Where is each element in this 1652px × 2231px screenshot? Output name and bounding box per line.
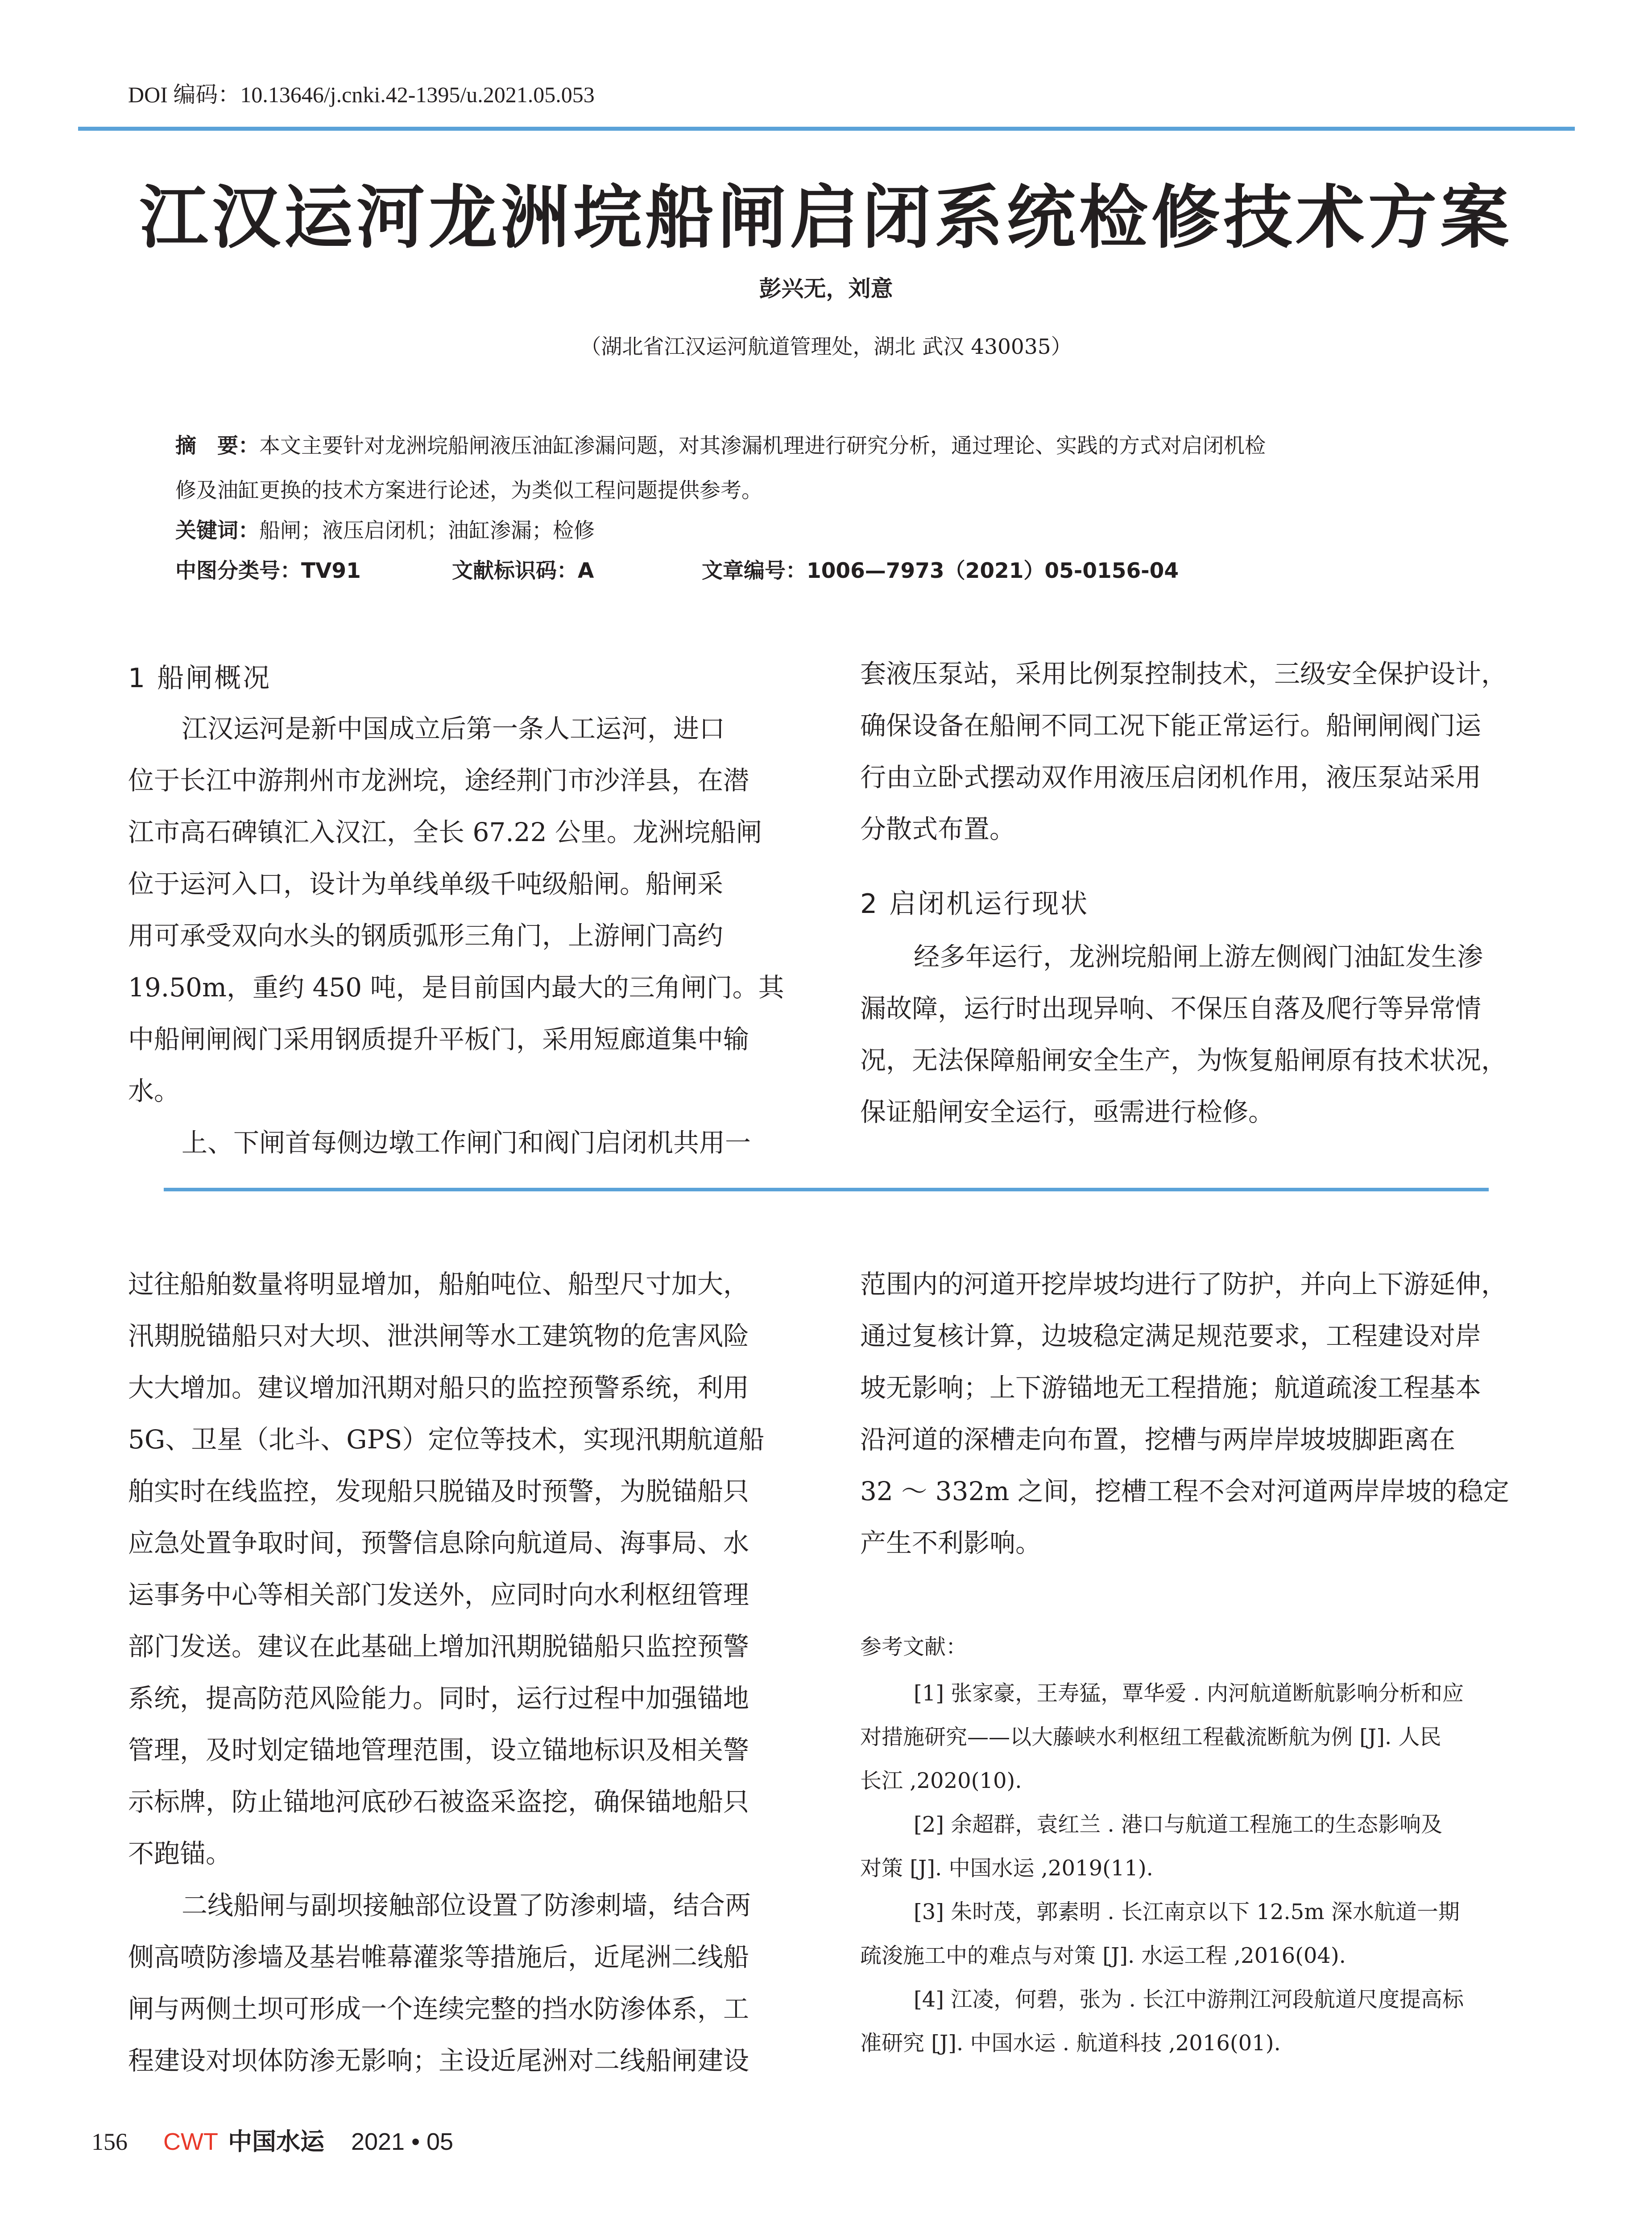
paragraph-line: 大大增加。建议增加汛期对船只的监控预警系统，利用 <box>128 1373 749 1403</box>
lower-right-column <box>860 1258 1529 2065</box>
paragraph-line: 行由立卧式摆动双作用液压启闭机作用，液压泵站采用 <box>860 762 1482 792</box>
paragraph-line: 漏故障，运行时出现异响、不保压自落及爬行等异常情 <box>860 993 1482 1024</box>
keywords <box>175 509 595 553</box>
paragraph-line: 江汉运河是新中国成立后第一条人工运河，进口 <box>182 713 725 744</box>
doi-line: DOI 编码：10.13646/j.cnki.42-1395/u.2021.05.053 <box>128 82 595 107</box>
paragraph-line: 通过复核计算，边坡稳定满足规范要求，工程建设对岸 <box>860 1321 1482 1351</box>
paragraph-line: 上、下闸首每侧边墩工作闸门和阀门启闭机共用一 <box>182 1128 751 1158</box>
reference-line: 长江 ,2020(10). <box>860 1768 1022 1793</box>
section-heading-1: 1 船闸概况 <box>128 663 272 694</box>
document-code: 文献标识码：A <box>452 559 594 583</box>
paragraph-line: 汛期脱锚船只对大坝、泄洪闸等水工建筑物的危害风险 <box>128 1321 749 1351</box>
page-footer <box>91 2123 453 2157</box>
paragraph-line: 5G、卫星（北斗、GPS）定位等技术，实现汛期航道船 <box>128 1424 765 1455</box>
lower-left-column <box>128 1258 797 2086</box>
issue-number: 2021 • 05 <box>351 2128 454 2155</box>
section-heading-2: 2 启闭机运行现状 <box>860 888 1089 920</box>
paragraph-line: 产生不利影响。 <box>860 1528 1042 1558</box>
paragraph-line: 管理，及时划定锚地管理范围，设立锚地标识及相关警 <box>128 1735 749 1765</box>
paragraph-line: 系统，提高防范风险能力。同时，运行过程中加强锚地 <box>128 1683 749 1713</box>
paragraph-line: 经多年运行，龙洲垸船闸上游左侧阀门油缸发生渗 <box>914 941 1483 972</box>
paragraph-line: 用可承受双向水头的钢质弧形三角门，上游闸门高约 <box>128 921 724 951</box>
paragraph-line: 舶实时在线监控，发现船只脱锚及时预警，为脱锚船只 <box>128 1476 749 1506</box>
journal-name: 中国水运 <box>228 2127 324 2156</box>
upper-right-column <box>860 648 1529 1138</box>
paragraph-line: 应急处置争取时间，预警信息除向航道局、海事局、水 <box>128 1528 749 1558</box>
paragraph-line: 示标牌，防止锚地河底砂石被盗采盗挖，确保锚地船只 <box>128 1787 749 1817</box>
paragraph-line: 32 ～ 332m 之间，挖槽工程不会对河道两岸岸坡的稳定 <box>860 1476 1509 1506</box>
reference-line: 疏浚施工中的难点与对策 [J]. 水运工程 ,2016(04). <box>860 1943 1346 1968</box>
keywords-label: 关键词： <box>175 518 259 543</box>
paragraph-line: 程建设对坝体防渗无影响；主设近尾洲对二线船闸建设 <box>128 2045 749 2076</box>
affiliation: （湖北省江汉运河航道管理处，湖北 武汉 430035） <box>580 335 1072 359</box>
paragraph-line: 运事务中心等相关部门发送外，应同时向水利枢纽管理 <box>128 1580 749 1610</box>
reference-line: [3] 朱时茂，郭素明 . 长江南京以下 12.5m 深水航道一期 <box>914 1899 1460 1924</box>
paragraph-line: 闸与两侧土坝可形成一个连续完整的挡水防渗体系，工 <box>128 1994 749 2024</box>
reference-line: 对措施研究——以大藤峡水利枢纽工程截流断航为例 [J]. 人民 <box>860 1725 1441 1750</box>
classification-line <box>175 549 1179 593</box>
authors: 彭兴无，刘意 <box>759 276 893 302</box>
paragraph-line: 过往船舶数量将明显增加，船舶吨位、船型尺寸加大， <box>128 1269 749 1299</box>
paragraph-line: 位于长江中游荆州市龙洲垸，途经荆门市沙洋县，在潜 <box>128 765 749 796</box>
paragraph-line: 侧高喷防渗墙及基岩帷幕灌浆等措施后，近尾洲二线船 <box>128 1942 749 1972</box>
keywords-value: 船闸；液压启闭机；油缸渗漏；检修 <box>259 518 595 543</box>
paragraph-line: 确保设备在船闸不同工况下能正常运行。船闸闸阀门运 <box>860 710 1482 741</box>
reference-line: 准研究 [J]. 中国水运 . 航道科技 ,2016(01). <box>860 2031 1281 2056</box>
abstract-label: 摘 要： <box>175 434 259 458</box>
reference-line: [4] 江凌，何碧，张为 . 长江中游荆江河段航道尺度提高标 <box>914 1987 1464 2012</box>
paragraph-line: 江市高石碑镇汇入汉江，全长 67.22 公里。龙洲垸船闸 <box>128 817 762 847</box>
paragraph-line: 况，无法保障船闸安全生产，为恢复船闸原有技术状况， <box>860 1045 1507 1075</box>
paragraph-line: 套液压泵站，采用比例泵控制技术，三级安全保护设计， <box>860 659 1507 689</box>
references-title: 参考文献： <box>860 1634 968 1659</box>
paragraph-line: 19.50m，重约 450 吨，是目前国内最大的三角闸门。其 <box>128 972 784 1003</box>
reference-line: [1] 张家豪，王寿猛，覃华爱 . 内河航道断航影响分析和应 <box>914 1681 1464 1706</box>
abstract <box>175 424 1496 513</box>
paragraph-line: 中船闸闸阀门采用钢质提升平板门，采用短廊道集中输 <box>128 1024 749 1054</box>
paragraph-line: 水。 <box>128 1076 180 1106</box>
paragraph-line: 部门发送。建议在此基础上增加汛期脱锚船只监控预警 <box>128 1631 749 1662</box>
paragraph-line: 沿河道的深槽走向布置，挖槽与两岸岸坡坡脚距离在 <box>860 1424 1456 1455</box>
page-number: 156 <box>91 2128 128 2155</box>
reference-line: [2] 余超群，袁红兰 . 港口与航道工程施工的生态影响及 <box>914 1812 1443 1837</box>
paragraph-line: 位于运河入口，设计为单线单级千吨级船闸。船闸采 <box>128 869 724 899</box>
paragraph-line: 不跑锚。 <box>128 1838 232 1869</box>
abstract-line-2: 修及油缸更换的技术方案进行论述，为类似工程问题提供参考。 <box>175 478 762 503</box>
paragraph-line: 分散式布置。 <box>860 814 1016 844</box>
abstract-line-1: 摘 要：本文主要针对龙洲垸船闸液压油缸渗漏问题，对其渗漏机理进行研究分析，通过理论、实践的方式对启闭机检 <box>175 434 1266 458</box>
paragraph-line: 保证船闸安全运行，亟需进行检修。 <box>860 1097 1275 1127</box>
article-number: 文章编号：1006—7973（2021）05-0156-04 <box>702 559 1179 583</box>
brand-logo: CWT <box>163 2128 218 2155</box>
paragraph-line: 二线船闸与副坝接触部位设置了防渗刺墙，结合两 <box>182 1890 751 1920</box>
clc-code: 中图分类号：TV91 <box>175 559 361 583</box>
paragraph-line: 坡无影响；上下游锚地无工程措施；航道疏浚工程基本 <box>860 1373 1482 1403</box>
upper-left-column <box>128 654 797 1169</box>
section-divider <box>164 1188 1489 1191</box>
reference-line: 对策 [J]. 中国水运 ,2019(11). <box>860 1856 1153 1881</box>
paragraph-line: 范围内的河道开挖岸坡均进行了防护，并向上下游延伸， <box>860 1269 1507 1299</box>
article-title: 江汉运河龙洲垸船闸启闭系统检修技术方案 <box>139 178 1513 258</box>
top-rule <box>78 127 1575 131</box>
